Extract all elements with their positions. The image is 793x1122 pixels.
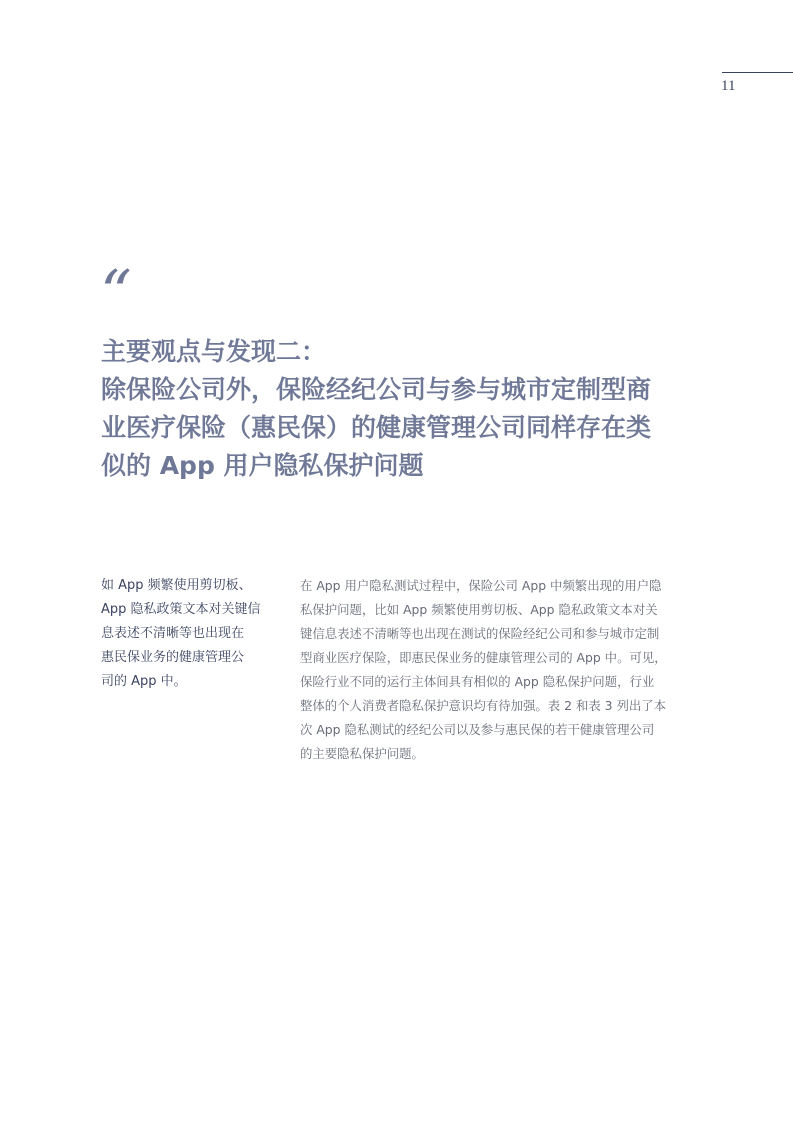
headline-line-4: 似的 App 用户隐私保护问题 [101, 451, 424, 480]
body-line-8: 的主要隐私保护问题。 [300, 746, 424, 761]
side-note-line-4: 惠民保业务的健康管理公 [101, 650, 245, 665]
side-note-line-2: App 隐私政策文本对关键信 [101, 602, 261, 617]
body-line-3: 键信息表述不清晰等也出现在测试的保险经纪公司和参与城市定制 [300, 626, 660, 641]
side-note-line-3: 息表述不清晰等也出现在 [101, 626, 245, 641]
page-number: 11 [721, 78, 736, 94]
side-note [101, 574, 266, 694]
header-rule [722, 72, 793, 73]
body-line-7: 次 App 隐私测试的经纪公司以及参与惠民保的若干健康管理公司 [300, 722, 655, 737]
headline-line-3: 业医疗保险（惠民保）的健康管理公司同样存在类 [101, 413, 652, 442]
side-note-line-1: 如 App 频繁使用剪切板、 [101, 578, 252, 593]
body-line-6: 整体的个人消费者隐私保护意识均有待加强。表 2 和表 3 列出了本 [300, 698, 667, 713]
body-line-2: 私保护问题，比如 App 频繁使用剪切板、App 隐私政策文本对关 [300, 602, 658, 617]
headline-line-1: 主要观点与发现二： [101, 337, 327, 366]
headline [101, 333, 701, 485]
headline-line-2: 除保险公司外，保险经纪公司与参与城市定制型商 [101, 375, 652, 404]
body-line-5: 保险行业不同的运行主体间具有相似的 App 隐私保护问题，行业 [300, 674, 655, 689]
quote-mark-icon: “ [100, 256, 132, 329]
body-line-1: 在 App 用户隐私测试过程中，保险公司 App 中频繁出现的用户隐 [300, 578, 662, 593]
side-note-line-5: 司的 App 中。 [101, 674, 187, 689]
body-paragraph [300, 574, 692, 766]
body-line-4: 型商业医疗保险，即惠民保业务的健康管理公司的 App 中。可见， [300, 650, 667, 665]
